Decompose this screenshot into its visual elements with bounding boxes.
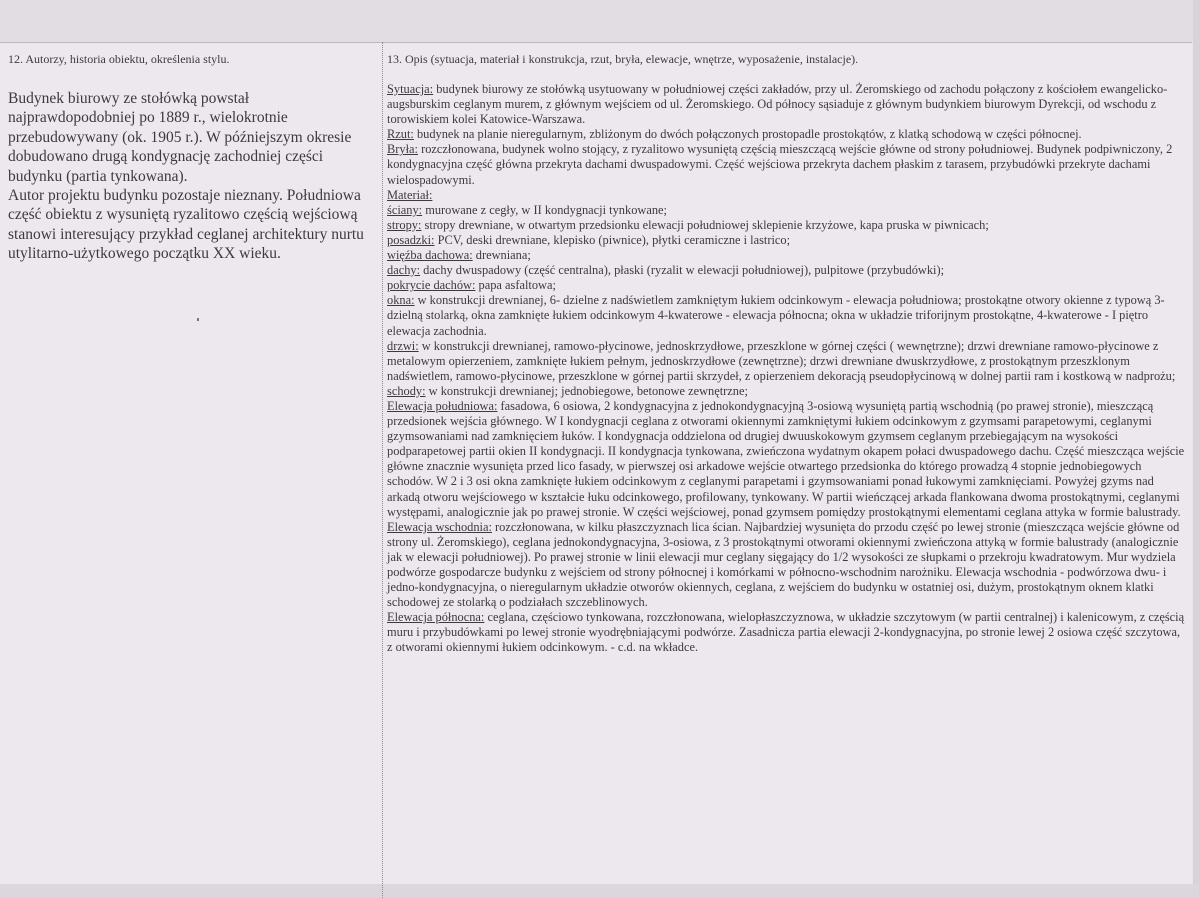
entry-label: dachy: <box>387 263 421 278</box>
entry-text: fasadowa, 6 osiowa, 2 kondygnacyjna z jednokondygnacyjną 3-osiową wysuniętą partią wschodnią (po prawej stronie), mieszczącą przedsionek wejścia głównego. W I kondygnacji ceglana z otworami okiennymi zamkniętymi łukiem odcinkowym z gzymsami parapetowymi, ceglanymi gzymsowaniami nad zamknięciem łuków. I kondygnacja oddzielona od drugiej dwuuskokowym gzymsem ceglanym przebiegającym na wysokości podparapetowej partii okien II kondygnacji. II kondygnacja tynkowana, zwieńczona wydatnym okapem połaci dwuspadowego dachu. Część mieszcząca wejście główne znacznie wysunięta przed lico fasady, w pierwszej osi arkadowe wejście otwartego przedsionka do którego prowadzą 4 stopnie jednobiegowych schodów. W 2 i 3 osi okna zamknięte łukiem odcinkowym z ceglanymi parapetami i gzymsowaniami ponad łukowymi zamknięciami. Powyżej gzyms nad arkadą otworu wejściowego w kształcie łuku odcinkowego, profilowany, tynkowany. W partii wieńczącej arkada flankowana dwoma prostokątnymi, ceglanymi występami, analogicznie jak po prawej stronie. W części wejściowej, ponad gzymsem pomiędzy prostokątnymi elementami ceglana attyka w formie balustrady. <box>387 398 1185 519</box>
entry-label: Materiał: <box>387 187 433 202</box>
entry-text: w konstrukcji drewnianej; jednobiegowe, betonowe zewnętrzne; <box>425 383 748 398</box>
section-12-history <box>8 52 374 264</box>
scan-speck <box>197 318 199 321</box>
entry-sytuacja <box>387 82 1187 127</box>
entry-text: budynek na planie nieregularnym, zbliżonym do dwóch połączonych prostopadle prostokątów, z klatką schodową w części północnej. <box>413 127 1082 142</box>
entry-elewacja-wschodnia <box>387 520 1187 611</box>
entry-okna <box>387 293 1187 338</box>
entry-label: Bryła: <box>387 142 418 157</box>
scan-right-margin <box>1193 0 1199 898</box>
entry-text: ceglana, częściowo tynkowana, rozczłonowana, wielopłaszczyznowa, w układzie szczytowym (w partii centralnej) i kalenicowym, z częścią muru i przybudówkami po lewej stronie wyodrębniającymi podwórze. Zasadnicza partia elewacji 2-kondygnacyjna, po stronie lewej 2 osiowa część szczytowa, z otworami okiennymi łukiem odcinkowym. - c.d. na wkładce. <box>387 610 1185 655</box>
entry-label: pokrycie dachów: <box>387 278 476 293</box>
history-text-2: Autor projektu budynku pozostaje nieznany. Południowa część obiektu z wysuniętą ryzalitowo częścią wejściową stanowi interesujący przykład ceglanej architektury nurtu utylitarno-użytkowego początku XX wieku. <box>8 187 364 263</box>
entry-label: Elewacja północna: <box>387 610 485 625</box>
entry-text: dachy dwuspadowy (część centralna), płaski (ryzalit w elewacji południowej), pulpitowe (przybudówki); <box>420 263 945 278</box>
entry-label: schody: <box>387 383 426 398</box>
entry-drzwi <box>387 339 1187 384</box>
entry-text: rozczłonowana, budynek wolno stojący, z ryzalitowo wysuniętą częścią mieszczącą wejście główne od strony południowej. Budynek podpiwniczony, 2 kondygnacyjna część główna przekryta dachami dwuspadowymi. Część wejściowa przekryta dachem płaskim z tarasem, przybudówki przekryte dachami wielospadowymi. <box>387 142 1173 187</box>
entry-label: więźba dachowa: <box>387 248 473 263</box>
entry-label: drzwi: <box>387 338 419 353</box>
column-divider <box>382 42 383 898</box>
entry-rzut <box>387 127 1187 142</box>
scan-bottom-margin <box>0 884 1199 898</box>
entry-label: Sytuacja: <box>387 82 434 96</box>
entry-sciany <box>387 203 1187 218</box>
entry-posadzki <box>387 233 1187 248</box>
entry-text: rozczłonowana, w kilku płaszczyznach lica ścian. Najbardziej wysunięta do przodu część po lewej stronie (mieszcząca wejście główne od strony ul. Żeromskiego), ceglana jednokondygnacyjna, 3-osiowa, z 3 prostokątnymi otworami okiennymi zwieńczona attyką w formie balustrady (analogicznie jak w elewacji południowej). Po prawej stronie w linii elewacji mur ceglany sięgający do 1/2 wysokości ze słupkami o przekroju kwadratowym. Mur wydziela podwórze gospodarcze budynku z wejściem od strony północnej i komórkami w północno-wschodnim narożniku. Elewacja wschodnia - podwórzowa dwu- i jedno-kondygnacyjna, o nieregularnym układzie otworów okiennych, ceglana, z wejściem do budynku w ostatniej osi, dużym, prostokątnym oknem klatki schodowej ze stolarką o podziałach szczeblinowych. <box>387 519 1180 610</box>
entry-label: posadzki: <box>387 232 435 247</box>
entry-text: papa asfaltowa; <box>475 278 556 293</box>
entry-label: Rzut: <box>387 127 414 142</box>
entry-schody <box>387 384 1187 399</box>
entry-text: drewniana; <box>472 248 531 263</box>
entry-text: budynek biurowy ze stołówką usytuowany w południowej części zakładów, przy ul. Żeromskiego od zachodu połączony z kościołem ewangelicko-augsburskim ceglanym murem, z głównym wejściem od ul. Żeromskiego. Od północy sąsiaduje z głównym budynkiem biurowym Dyrekcji, od wschodu z torowiskiem kolei Katowice-Warszawa. <box>387 82 1168 127</box>
entry-text: w konstrukcji drewnianej, 6- dzielne z nadświetlem zamkniętym łukiem odcinkowym - elewacja południowa; prostokątne otwory okienne z typową 3-dzielną stolarką, okna zamknięte łukiem odcinkowym 4-kwaterowe - elewacja północna; okna w układzie triforijnym prostokątne, 4-kwaterowe - I piętro elewacja zachodnia. <box>387 293 1165 338</box>
entry-elewacja-poludniowa <box>387 399 1187 520</box>
entry-bryla <box>387 142 1187 187</box>
entry-text: PCV, deski drewniane, klepisko (piwnice), płytki ceramiczne i lastrico; <box>434 232 791 247</box>
entry-label: okna: <box>387 293 415 308</box>
entry-label: stropy: <box>387 217 422 232</box>
entry-label: ściany: <box>387 202 423 217</box>
entry-text: murowane z cegły, w II kondygnacji tynkowane; <box>422 202 667 217</box>
entry-label: Elewacja wschodnia: <box>387 519 492 534</box>
entry-material <box>387 188 1187 203</box>
entry-dachy <box>387 263 1187 278</box>
entry-pokrycie <box>387 278 1187 293</box>
history-text-1: Budynek biurowy ze stołówką powstał najprawdopodobniej po 1889 r., wielokrotnie przebudowywany (ok. 1905 r.). W późniejszym okresie dobudowano drugą kondygnację zachodniej części budynku (partia tynkowana). <box>8 90 352 185</box>
description-body <box>387 82 1187 656</box>
entry-elewacja-polnocna <box>387 610 1187 655</box>
entry-label: Elewacja południowa: <box>387 398 498 413</box>
entry-text: w konstrukcji drewnianej, ramowo-płycinowe, jednoskrzydłowe, przeszklone w górnej części ( wewnętrzne); drzwi drewniane ramowo-płycinowe z metalowym opierzeniem, zamknięte łukiem pełnym, jednoskrzydłowe (zewnętrzne); drzwi drewniane dwuskrzydłowe, z prostokątnym przeszklonym nadświetlem, ramowo-płycinowe, przeszklone w górnej partii skrzydeł, z opierzeniem dekoracją pseudopłycinową w dolnej partii ram i kostkową w nadprożu; <box>387 338 1176 383</box>
section-13-description <box>387 52 1187 656</box>
entry-stropy <box>387 218 1187 233</box>
section-12-heading: 12. Autorzy, historia obiektu, określenia stylu. <box>8 52 230 66</box>
entry-text: stropy drewniane, w otwartym przedsionku elewacji południowej sklepienie krzyżowe, kapa pruska w piwnicach; <box>421 217 989 232</box>
entry-wiezba <box>387 248 1187 263</box>
scan-top-margin <box>0 0 1199 42</box>
history-paragraph <box>8 89 374 264</box>
section-13-heading: 13. Opis (sytuacja, materiał i konstrukcja, rzut, bryła, elewacje, wnętrze, wyposażenie, instalacje). <box>387 52 859 66</box>
